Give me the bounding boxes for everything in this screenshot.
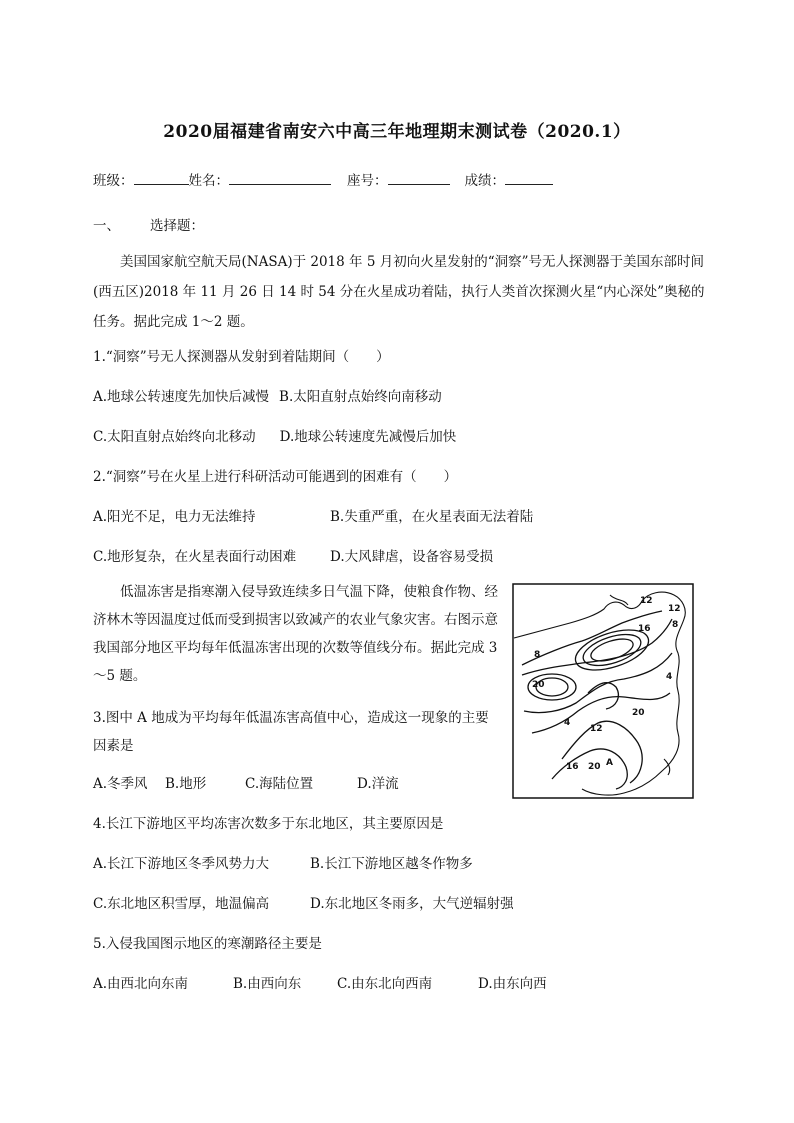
map-label: 12	[640, 596, 653, 606]
map-label: 12	[590, 724, 603, 734]
map-label: 20	[532, 680, 545, 690]
section-heading	[93, 214, 204, 234]
q5-option-c: C.由东北向西南	[337, 976, 433, 992]
question-4-options-row1	[93, 852, 473, 872]
question-3-options	[93, 772, 399, 792]
question-1-options-row2	[93, 425, 456, 445]
map-label: 16	[566, 762, 579, 772]
map-label: 8	[534, 650, 541, 660]
q4-option-d: D.东北地区冬雨多，大气逆辐射强	[310, 896, 514, 912]
q4-option-b: B.长江下游地区越冬作物多	[310, 856, 473, 872]
q3-option-a: A.冬季风	[93, 776, 148, 792]
map-point-a: A	[606, 758, 613, 768]
seat-blank	[388, 171, 450, 185]
name-blank	[229, 171, 331, 185]
question-2-options-row2	[93, 545, 493, 565]
frost-isoline-map	[512, 583, 694, 799]
question-5-stem: 5.入侵我国图示地区的寒潮路径主要是	[93, 936, 322, 952]
map-frame	[513, 584, 693, 798]
passage-1: 美国国家航空航天局(NASA)于 2018 年 5 月初向火星发射的“洞察”号无人探测器于美国东部时间(西五区)2018 年 11 月 26 日 14 时 54 分在火星成功着陆，执行人类首次探测火星“内心深处”奥秘的任务。据此完成 1～2 题。	[93, 254, 705, 330]
q2-option-d: D.大风肆虐，设备容易受损	[330, 549, 494, 565]
q2-option-b: B.失重严重，在火星表面无法着陆	[330, 509, 534, 525]
q5-option-a: A.由西北向东南	[93, 976, 189, 992]
q4-option-a: A.长江下游地区冬季风势力大	[93, 856, 270, 872]
question-2-stem: 2.“洞察”号在火星上进行科研活动可能遇到的困难有（ ）	[93, 469, 458, 485]
question-3-stem: 3.图中 A 地成为平均每年低温冻害高值中心，造成这一现象的主要因素是	[93, 710, 489, 754]
question-4-stem: 4.长江下游地区平均冻害次数多于东北地区，其主要原因是	[93, 816, 444, 832]
question-1-options-row1	[93, 385, 442, 405]
q1-option-a: A.地球公转速度先加快后减慢	[93, 389, 270, 405]
question-2-options-row1	[93, 505, 533, 525]
class-label: 班级：	[93, 173, 134, 189]
score-blank	[505, 171, 553, 185]
q3-option-d: D.洋流	[357, 776, 399, 792]
class-blank	[134, 171, 189, 185]
section-number: 一、	[93, 218, 120, 234]
q3-option-c: C.海陆位置	[245, 776, 314, 792]
map-label: 4	[564, 718, 571, 728]
q1-option-d: D.地球公转速度先减慢后加快	[279, 429, 457, 445]
q4-option-c: C.东北地区积雪厚，地温偏高	[93, 896, 270, 912]
student-info-row	[93, 169, 553, 189]
section-label: 选择题：	[150, 218, 204, 234]
q3-option-b: B.地形	[165, 776, 207, 792]
q5-option-b: B.由西向东	[233, 976, 302, 992]
q2-option-c: C.地形复杂，在火星表面行动困难	[93, 549, 297, 565]
name-label: 姓名：	[188, 173, 229, 189]
map-label: 20	[632, 708, 645, 718]
map-label: 8	[672, 620, 679, 630]
q1-option-b: B.太阳直射点始终向南移动	[279, 389, 442, 405]
score-label: 成绩：	[464, 173, 505, 189]
map-label: 12	[668, 604, 681, 614]
passage-2: 低温冻害是指寒潮入侵导致连续多日气温下降，使粮食作物、经济林木等因温度过低而受到损害以致减产的农业气象灾害。右图示意我国部分地区平均每年低温冻害出现的次数等值线分布。据此完成 3～5 题。	[93, 584, 498, 684]
seat-label: 座号：	[347, 173, 388, 189]
q2-option-a: A.阳光不足，电力无法维持	[93, 509, 256, 525]
map-label: 4	[666, 672, 673, 682]
q5-option-d: D.由东向西	[478, 976, 547, 992]
map-label: 16	[638, 624, 651, 634]
question-4-options-row2	[93, 892, 514, 912]
map-label: 20	[588, 762, 601, 772]
question-5-options	[93, 972, 547, 992]
q1-option-c: C.太阳直射点始终向北移动	[93, 429, 256, 445]
page-title: 2020届福建省南安六中高三年地理期末测试卷（2020.1）	[163, 122, 631, 142]
question-1-stem: 1.“洞察”号无人探测器从发射到着陆期间（ ）	[93, 349, 390, 365]
